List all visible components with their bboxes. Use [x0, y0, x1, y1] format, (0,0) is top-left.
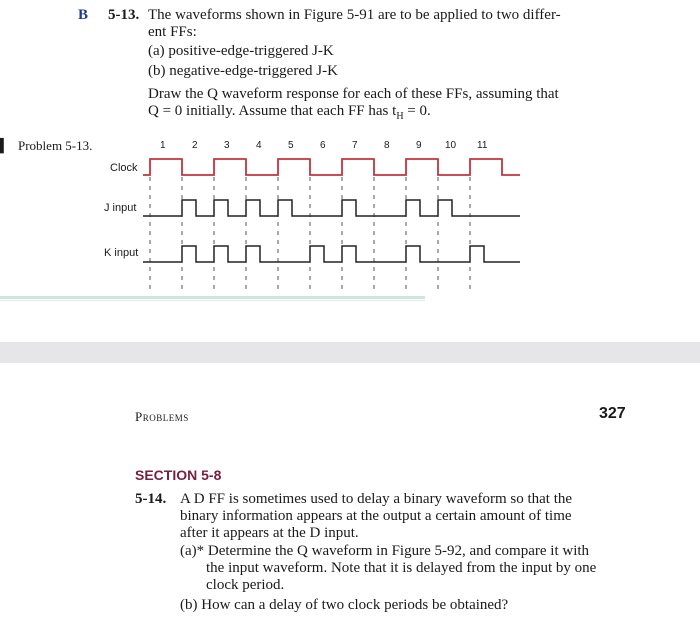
draw-line-1: Draw the Q waveform response for each of these FFs, assuming that: [148, 86, 559, 102]
problem-14-line-2: binary information appears at the output a certain amount of time: [180, 508, 572, 524]
k-input-waveform: [143, 246, 520, 262]
tick-8: 8: [384, 140, 390, 151]
tick-9: 9: [416, 140, 422, 151]
tick-10: 10: [445, 140, 457, 151]
problem-14-b: (b) How can a delay of two clock periods be obtained?: [180, 597, 509, 613]
page-divider-thin: [0, 300, 425, 301]
part-b: (b) negative-edge-triggered J-K: [148, 63, 338, 79]
j-input-waveform: [143, 200, 520, 216]
intro-line-1: The waveforms shown in Figure 5-91 are to be applied to two differ-: [148, 7, 561, 23]
tick-6: 6: [320, 140, 326, 151]
tick-2: 2: [192, 140, 198, 151]
page-divider: [0, 296, 425, 299]
page-gap: [0, 342, 700, 363]
problem-14-line-1: A D FF is sometimes used to delay a binary waveform so that the: [180, 491, 573, 507]
k-input-label: K input: [104, 247, 139, 259]
tick-11: 11: [477, 140, 488, 151]
j-input-label: J input: [104, 202, 137, 214]
tick-7: 7: [352, 140, 358, 151]
tick-4: 4: [256, 140, 262, 151]
tick-3: 3: [224, 140, 230, 151]
tick-5: 5: [288, 140, 294, 151]
part-a: (a) positive-edge-triggered J-K: [148, 43, 334, 59]
problem-14-a-line-2: the input waveform. Note that it is delayed from the input by one: [206, 560, 597, 576]
waveform-figure: [95, 130, 535, 295]
intro-line-2: ent FFs:: [148, 24, 197, 40]
section-heading: SECTION 5-8: [135, 467, 222, 483]
running-header: Problems: [135, 409, 189, 424]
level-marker: B: [78, 7, 89, 23]
problem-number: 5-13.: [108, 7, 140, 23]
problem-14-line-3: after it appears at the D input.: [180, 525, 359, 541]
draw-line-2: Q = 0 initially. Assume that each FF has $t_H = 0$.: [148, 103, 431, 122]
figure-caption: ▍ Problem 5-13.: [0, 138, 93, 153]
page-number: 327: [599, 405, 626, 422]
clock-waveform: [143, 159, 520, 175]
clock-label: Clock: [110, 162, 138, 174]
problem-14-number: 5-14.: [135, 491, 167, 507]
problem-14-a-line-3: clock period.: [206, 577, 285, 593]
tick-1: 1: [160, 140, 166, 151]
problem-14-a-line-1: (a)* Determine the Q waveform in Figure 5-92, and compare it with: [180, 543, 590, 559]
